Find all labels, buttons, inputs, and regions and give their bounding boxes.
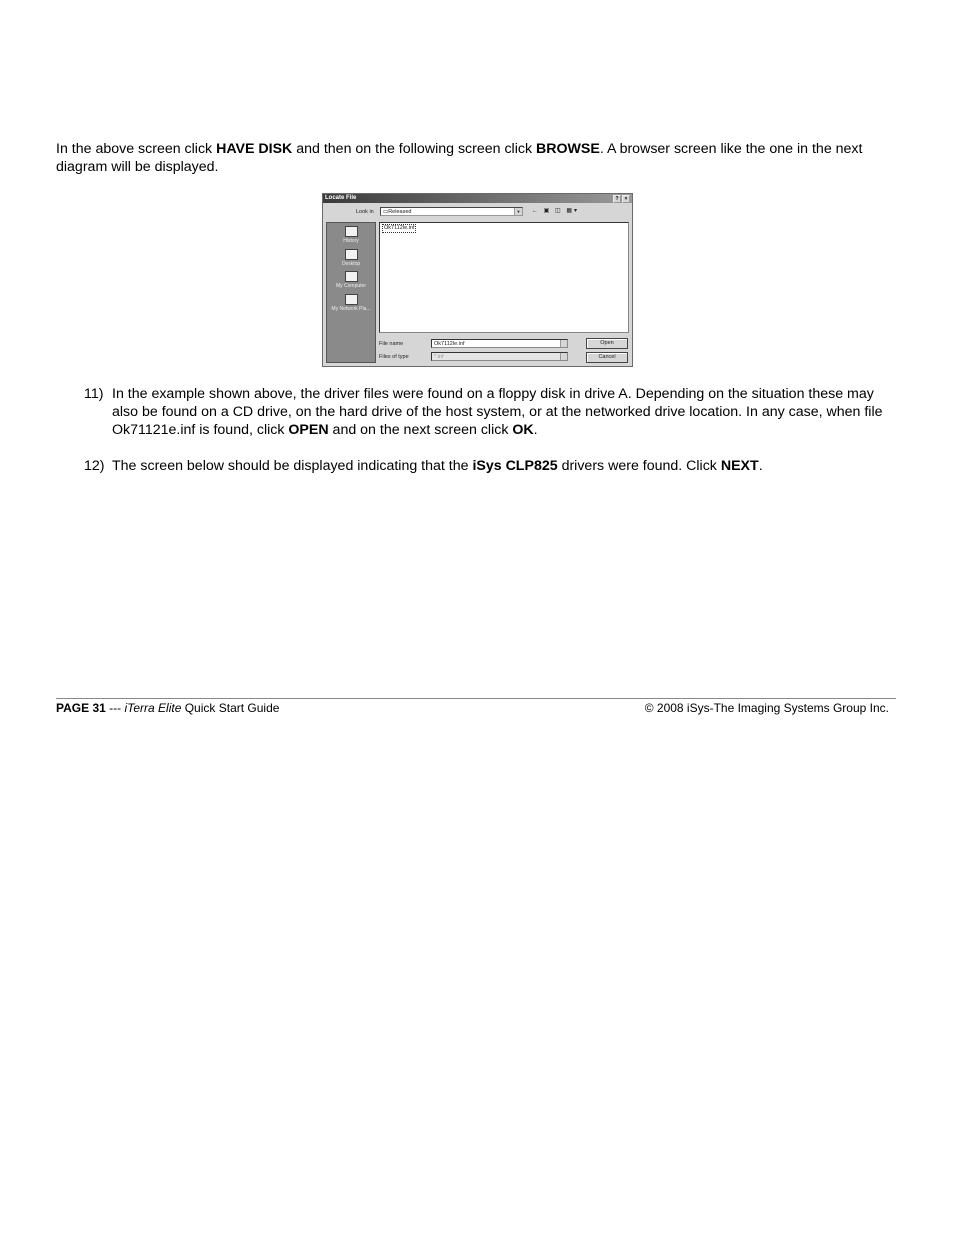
footer-copyright: © 2008 iSys-The Imaging Systems Group Inc. xyxy=(644,701,889,715)
place-network[interactable]: My Network Pla... xyxy=(327,294,375,312)
place-my-computer[interactable]: My Computer xyxy=(327,271,375,289)
file-name-input[interactable]: Ok7112le.inf xyxy=(431,339,568,348)
dialog-title: Locate File xyxy=(325,195,357,201)
chevron-down-icon[interactable] xyxy=(560,340,567,347)
file-item[interactable]: Ok7112le.inf xyxy=(384,225,415,231)
list-item: 12) The screen below should be displayed indicating that the iSys CLP825 drivers were found. Click NEXT. xyxy=(84,458,763,474)
close-icon[interactable]: × xyxy=(622,195,630,203)
file-type-label: Files of type xyxy=(379,354,409,360)
chevron-down-icon[interactable]: ▼ xyxy=(514,208,522,215)
file-type-select[interactable]: *.inf xyxy=(431,352,568,361)
dialog-title-bar xyxy=(323,194,632,203)
toolbar-icons[interactable]: ← ▣ ◫ ▦▾ xyxy=(532,208,580,214)
history-icon xyxy=(345,226,358,237)
file-list[interactable] xyxy=(379,222,629,333)
list-item: 11) In the example shown above, the driver files were found on a floppy disk in drive A. Depending on the situation these may also be found on a CD drive, on the hard drive of the host system, or at the networked drive location. In any case, when file Ok71121e.inf is found, click OPEN and on the next screen click OK. xyxy=(84,386,883,438)
intro-paragraph: In the above screen click HAVE DISK and then on the following screen click BROWSE. A browser screen like the one in the next diagram will be displayed. xyxy=(56,141,863,175)
footer-page-info: PAGE 31 --- iTerra Elite Quick Start Guide xyxy=(56,701,280,715)
locate-file-dialog-screenshot xyxy=(322,193,633,367)
computer-icon xyxy=(345,271,358,282)
cancel-button[interactable]: Cancel xyxy=(586,352,628,363)
network-icon xyxy=(345,294,358,305)
open-button[interactable]: Open xyxy=(586,338,628,349)
look-in-label: Look in xyxy=(356,209,374,215)
desktop-icon xyxy=(345,249,358,260)
chevron-down-icon[interactable] xyxy=(560,353,567,360)
file-name-label: File name xyxy=(379,341,404,347)
help-icon[interactable]: ? xyxy=(613,195,621,203)
place-desktop[interactable]: Desktop xyxy=(327,249,375,267)
place-history[interactable]: History xyxy=(327,226,375,244)
folder-icon: ▭ xyxy=(383,209,389,215)
places-bar xyxy=(326,222,376,363)
look-in-select[interactable]: ▭Released ▼ xyxy=(380,207,523,216)
footer-divider xyxy=(56,698,896,699)
